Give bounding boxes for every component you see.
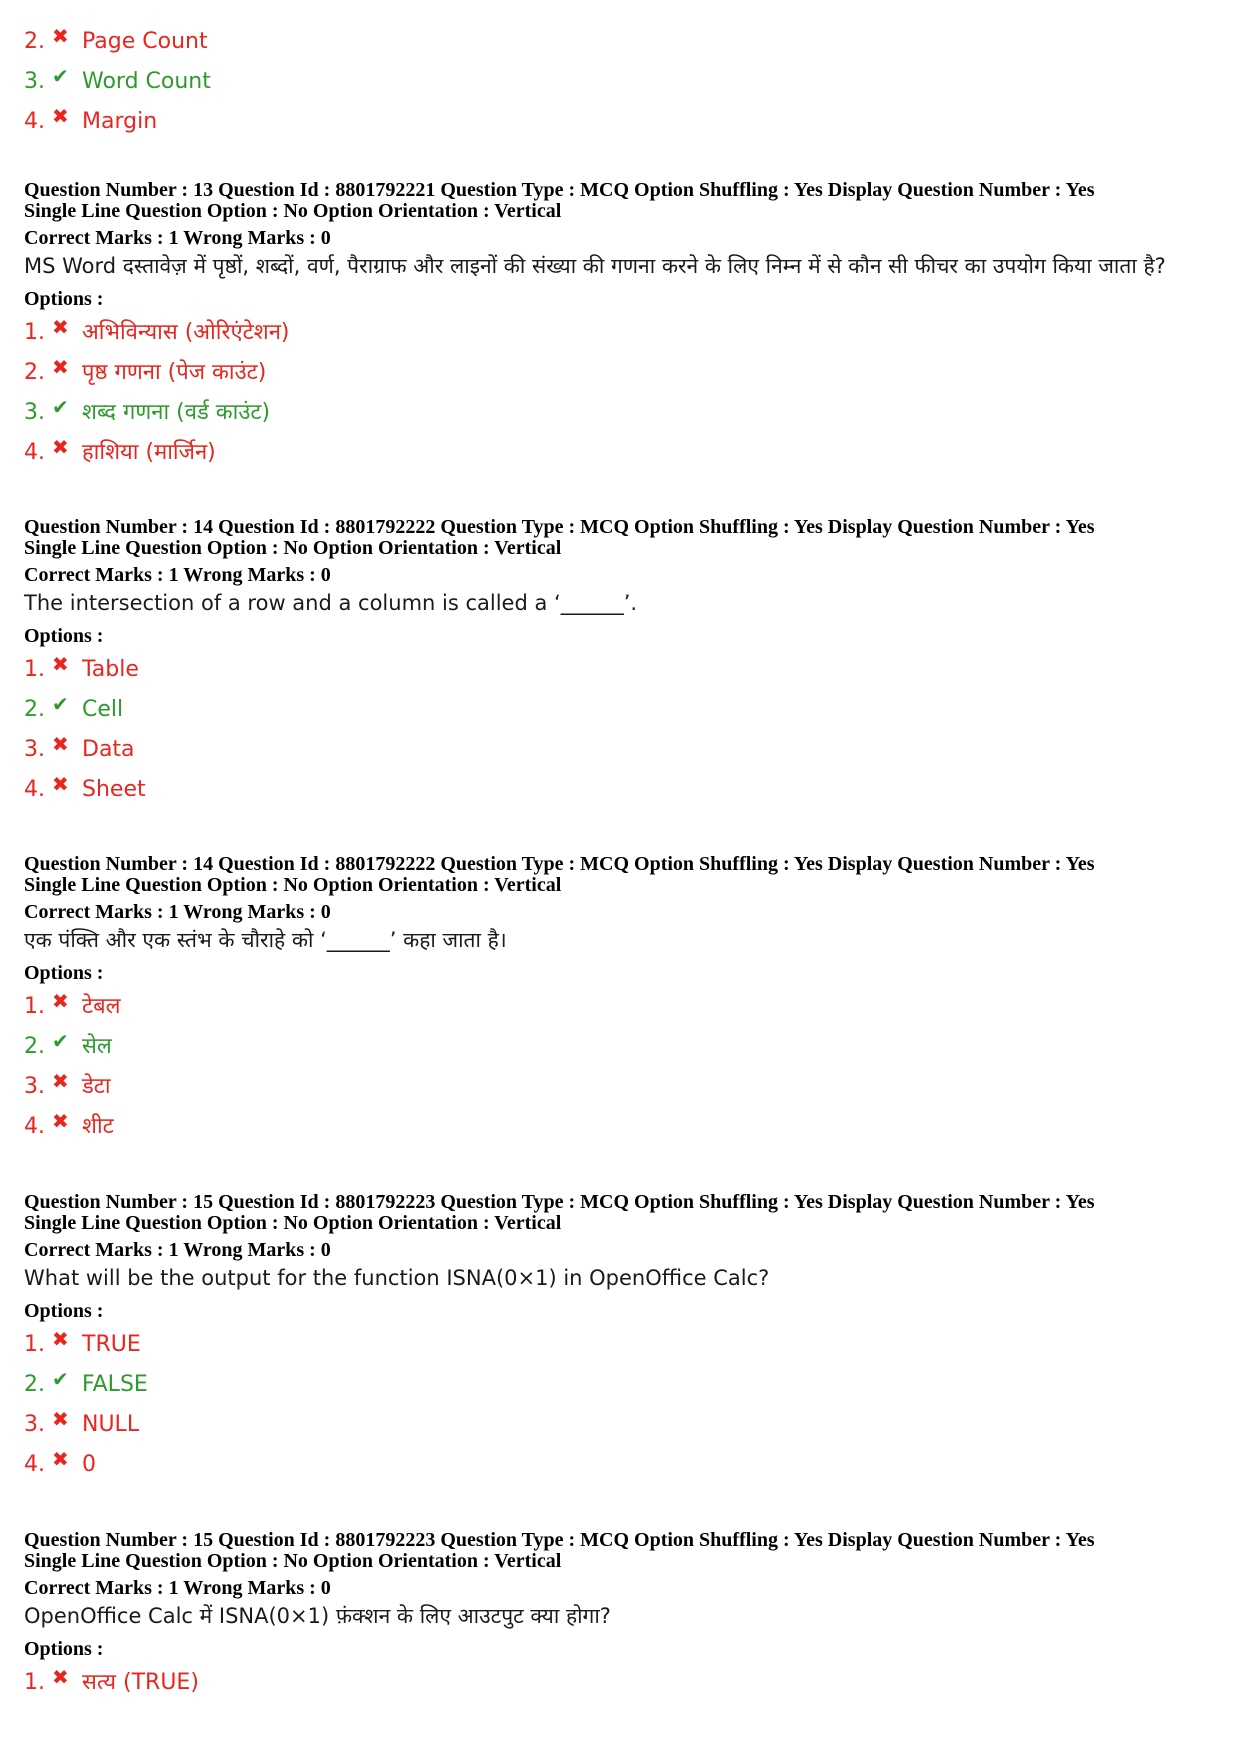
option-text: Page Count	[82, 29, 208, 54]
option-text: Margin	[82, 109, 158, 134]
option-item: 4. ✖ शीट	[24, 1107, 1224, 1147]
option-item: 3. ✔ Word Count	[24, 62, 211, 102]
question-block	[24, 1530, 1224, 1703]
question-text: OpenOffice Calc में ISNA(0×1) फ़ंक्शन के लिए आउटपुट क्या होगा?	[24, 1604, 611, 1628]
option-item: 1. ✖ Table	[24, 650, 1224, 690]
options-label: Options :	[24, 625, 104, 647]
question-meta: Question Number : 13 Question Id : 8801792221 Question Type : MCQ Option Shuffling : Yes Display Question Number : Yes	[24, 179, 1095, 201]
check-icon: ✔	[52, 1367, 69, 1391]
option-text: डेटा	[82, 1074, 111, 1099]
question-marks: Correct Marks : 1 Wrong Marks : 0	[24, 227, 331, 249]
cross-icon: ✖	[52, 1327, 69, 1351]
option-item: 3. ✖ Data	[24, 730, 1224, 770]
question-text: एक पंक्ति और एक स्तंभ के चौराहे को ‘______’ कहा जाता है।	[24, 928, 507, 952]
option-item: 2. ✔ सेल	[24, 1027, 1224, 1067]
options-label: Options :	[24, 1300, 104, 1322]
question-meta: Single Line Question Option : No Option Orientation : Vertical	[24, 1212, 562, 1234]
question-marks: Correct Marks : 1 Wrong Marks : 0	[24, 1239, 331, 1261]
previous-question-options	[24, 22, 211, 142]
options-label: Options :	[24, 288, 104, 310]
question-text: What will be the output for the function ISNA(0×1) in OpenOffice Calc?	[24, 1266, 770, 1290]
question-marks: Correct Marks : 1 Wrong Marks : 0	[24, 1577, 331, 1599]
cross-icon: ✖	[52, 24, 69, 48]
option-item: 1. ✖ टेबल	[24, 987, 1224, 1027]
cross-icon: ✖	[52, 989, 69, 1013]
option-text: Cell	[82, 697, 124, 722]
option-text: टेबल	[82, 994, 121, 1019]
check-icon: ✔	[52, 64, 69, 88]
option-text: 0	[82, 1452, 96, 1477]
question-block	[24, 180, 1224, 473]
option-item: 3. ✖ NULL	[24, 1405, 1224, 1445]
cross-icon: ✖	[52, 1069, 69, 1093]
option-item: 4. ✖ हाशिया (मार्जिन)	[24, 433, 1224, 473]
option-text: Sheet	[82, 777, 146, 802]
options-label: Options :	[24, 1638, 104, 1660]
option-item: 4. ✖ Sheet	[24, 770, 1224, 810]
cross-icon: ✖	[52, 315, 69, 339]
option-text: हाशिया (मार्जिन)	[82, 440, 216, 465]
option-item: 2. ✔ Cell	[24, 690, 1224, 730]
option-text: TRUE	[82, 1332, 141, 1357]
question-block	[24, 517, 1224, 810]
option-item: 1. ✖ सत्य (TRUE)	[24, 1663, 1224, 1703]
cross-icon: ✖	[52, 1407, 69, 1431]
option-text: सेल	[82, 1034, 112, 1059]
option-item: 2. ✖ पृष्ठ गणना (पेज काउंट)	[24, 353, 1224, 393]
question-marks: Correct Marks : 1 Wrong Marks : 0	[24, 901, 331, 923]
question-marks: Correct Marks : 1 Wrong Marks : 0	[24, 564, 331, 586]
option-item: 3. ✔ शब्द गणना (वर्ड काउंट)	[24, 393, 1224, 433]
question-meta: Question Number : 15 Question Id : 8801792223 Question Type : MCQ Option Shuffling : Yes Display Question Number : Yes	[24, 1529, 1095, 1551]
option-item: 2. ✔ FALSE	[24, 1365, 1224, 1405]
option-item: 4. ✖ 0	[24, 1445, 1224, 1485]
question-meta: Single Line Question Option : No Option Orientation : Vertical	[24, 537, 562, 559]
option-text: पृष्ठ गणना (पेज काउंट)	[82, 360, 267, 385]
cross-icon: ✖	[52, 355, 69, 379]
cross-icon: ✖	[52, 732, 69, 756]
cross-icon: ✖	[52, 1109, 69, 1133]
option-item: 3. ✖ डेटा	[24, 1067, 1224, 1107]
question-text: MS Word दस्तावेज़ में पृष्ठों, शब्दों, वर्ण, पैराग्राफ और लाइनों की संख्या की गणना करने के लिए निम्न में से कौन सी फीचर का उपयोग किया जाता है?	[24, 254, 1166, 278]
question-meta: Question Number : 15 Question Id : 8801792223 Question Type : MCQ Option Shuffling : Yes Display Question Number : Yes	[24, 1191, 1095, 1213]
option-item: 1. ✖ अभिविन्यास (ओरिएंटेशन)	[24, 313, 1224, 353]
option-text: सत्य (TRUE)	[82, 1670, 199, 1695]
cross-icon: ✖	[52, 435, 69, 459]
check-icon: ✔	[52, 1029, 69, 1053]
question-block	[24, 1192, 1224, 1485]
question-meta: Question Number : 14 Question Id : 8801792222 Question Type : MCQ Option Shuffling : Yes Display Question Number : Yes	[24, 853, 1095, 875]
question-text: The intersection of a row and a column is called a ‘______’.	[24, 591, 638, 615]
option-text: Data	[82, 737, 135, 762]
cross-icon: ✖	[52, 1665, 69, 1689]
cross-icon: ✖	[52, 104, 69, 128]
option-item: 1. ✖ TRUE	[24, 1325, 1224, 1365]
question-meta: Single Line Question Option : No Option Orientation : Vertical	[24, 1550, 562, 1572]
option-item: 2. ✖ Page Count	[24, 22, 211, 62]
option-text: Word Count	[82, 69, 211, 94]
option-text: शब्द गणना (वर्ड काउंट)	[82, 400, 271, 425]
option-text: शीट	[82, 1114, 114, 1139]
check-icon: ✔	[52, 395, 69, 419]
cross-icon: ✖	[52, 652, 69, 676]
option-text: Table	[82, 657, 139, 682]
question-meta: Question Number : 14 Question Id : 8801792222 Question Type : MCQ Option Shuffling : Yes Display Question Number : Yes	[24, 516, 1095, 538]
check-icon: ✔	[52, 692, 69, 716]
option-item: 4. ✖ Margin	[24, 102, 211, 142]
option-text: NULL	[82, 1412, 140, 1437]
cross-icon: ✖	[52, 772, 69, 796]
question-meta: Single Line Question Option : No Option Orientation : Vertical	[24, 874, 562, 896]
option-text: FALSE	[82, 1372, 148, 1397]
question-meta: Single Line Question Option : No Option Orientation : Vertical	[24, 200, 562, 222]
option-text: अभिविन्यास (ओरिएंटेशन)	[82, 320, 290, 345]
options-label: Options :	[24, 962, 104, 984]
question-block	[24, 854, 1224, 1147]
cross-icon: ✖	[52, 1447, 69, 1471]
